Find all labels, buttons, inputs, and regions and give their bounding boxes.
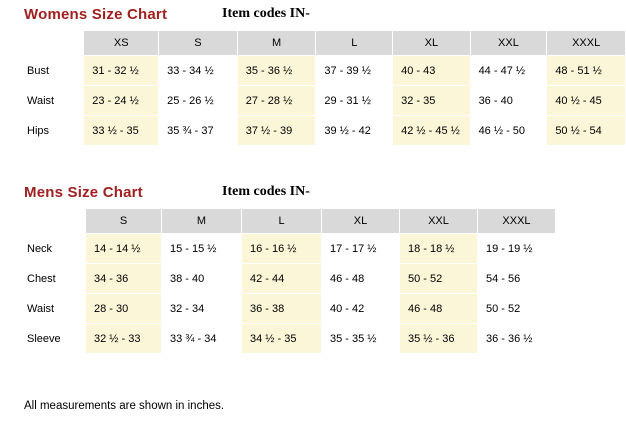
cell-hips-xxxl: 50 ½ - 54 [547, 116, 626, 146]
mens-item-codes: Item codes IN- [222, 184, 310, 199]
cell-bust-xxxl: 48 - 51 ½ [547, 56, 626, 86]
table-row [25, 116, 626, 146]
cell-neck-s: 14 - 14 ½ [86, 234, 162, 264]
row-label-waist: Waist [25, 294, 86, 324]
column-header-xxl: XXL [400, 209, 478, 234]
row-label-neck: Neck [25, 234, 86, 264]
cell-hips-xs: 33 ½ - 35 [84, 116, 159, 146]
column-header-xxxl: XXXL [547, 31, 626, 56]
column-header-m: M [237, 31, 316, 56]
womens-size-table [24, 30, 626, 146]
cell-bust-xl: 40 - 43 [393, 56, 470, 86]
column-header-s: S [86, 209, 162, 234]
cell-sleeve-xxl: 35 ½ - 36 [400, 324, 478, 354]
cell-chest-l: 42 - 44 [242, 264, 322, 294]
cell-waist-xl: 40 - 42 [322, 294, 400, 324]
cell-waist-s: 28 - 30 [86, 294, 162, 324]
cell-hips-xxl: 46 ½ - 50 [470, 116, 547, 146]
cell-chest-m: 38 - 40 [162, 264, 242, 294]
cell-waist-xxxl: 40 ½ - 45 [547, 86, 626, 116]
measurement-footnote: All measurements are shown in inches. [24, 400, 225, 412]
mens-section-header [0, 178, 626, 208]
row-label-waist: Waist [25, 86, 84, 116]
column-header-xs: XS [84, 31, 159, 56]
cell-neck-m: 15 - 15 ½ [162, 234, 242, 264]
row-label-hips: Hips [25, 116, 84, 146]
womens-chart-title: Womens Size Chart [24, 6, 168, 23]
cell-waist-l: 36 - 38 [242, 294, 322, 324]
row-label-bust: Bust [25, 56, 84, 86]
womens-size-chart-section [0, 0, 626, 146]
cell-hips-xl: 42 ½ - 45 ½ [393, 116, 470, 146]
table-row [25, 86, 626, 116]
cell-waist-l: 29 - 31 ½ [316, 86, 393, 116]
cell-waist-m: 27 - 28 ½ [237, 86, 316, 116]
cell-sleeve-m: 33 ¾ - 34 [162, 324, 242, 354]
table-row [25, 294, 556, 324]
mens-chart-title: Mens Size Chart [24, 184, 143, 201]
table-row [25, 264, 556, 294]
womens-item-codes: Item codes IN- [222, 6, 310, 21]
column-header-s: S [159, 31, 238, 56]
row-label-sleeve: Sleeve [25, 324, 86, 354]
cell-sleeve-xl: 35 - 35 ½ [322, 324, 400, 354]
cell-sleeve-l: 34 ½ - 35 [242, 324, 322, 354]
cell-neck-xxl: 18 - 18 ½ [400, 234, 478, 264]
column-header-l: L [316, 31, 393, 56]
table-row [25, 234, 556, 264]
mens-size-chart-section [0, 178, 626, 354]
cell-hips-m: 37 ½ - 39 [237, 116, 316, 146]
cell-chest-xxxl: 54 - 56 [478, 264, 556, 294]
cell-bust-xs: 31 - 32 ½ [84, 56, 159, 86]
cell-waist-m: 32 - 34 [162, 294, 242, 324]
cell-neck-l: 16 - 16 ½ [242, 234, 322, 264]
womens-section-header [0, 0, 626, 30]
mens-size-table [24, 208, 556, 354]
column-header-m: M [162, 209, 242, 234]
cell-waist-xxl: 46 - 48 [400, 294, 478, 324]
cell-bust-s: 33 - 34 ½ [159, 56, 238, 86]
cell-chest-s: 34 - 36 [86, 264, 162, 294]
column-header-l: L [242, 209, 322, 234]
table-row [25, 324, 556, 354]
cell-neck-xxxl: 19 - 19 ½ [478, 234, 556, 264]
cell-sleeve-xxxl: 36 - 36 ½ [478, 324, 556, 354]
cell-waist-s: 25 - 26 ½ [159, 86, 238, 116]
cell-bust-l: 37 - 39 ½ [316, 56, 393, 86]
header-corner-blank [25, 31, 84, 56]
cell-waist-xxxl: 50 - 52 [478, 294, 556, 324]
cell-waist-xs: 23 - 24 ½ [84, 86, 159, 116]
column-header-xl: XL [393, 31, 470, 56]
cell-chest-xl: 46 - 48 [322, 264, 400, 294]
row-label-chest: Chest [25, 264, 86, 294]
cell-waist-xl: 32 - 35 [393, 86, 470, 116]
table-row [25, 56, 626, 86]
column-header-xl: XL [322, 209, 400, 234]
cell-neck-xl: 17 - 17 ½ [322, 234, 400, 264]
cell-sleeve-s: 32 ½ - 33 [86, 324, 162, 354]
table-header-row [25, 31, 626, 56]
cell-hips-s: 35 ¾ - 37 [159, 116, 238, 146]
cell-chest-xxl: 50 - 52 [400, 264, 478, 294]
column-header-xxxl: XXXL [478, 209, 556, 234]
cell-waist-xxl: 36 - 40 [470, 86, 547, 116]
header-corner-blank [25, 209, 86, 234]
cell-bust-m: 35 - 36 ½ [237, 56, 316, 86]
cell-bust-xxl: 44 - 47 ½ [470, 56, 547, 86]
table-header-row [25, 209, 556, 234]
cell-hips-l: 39 ½ - 42 [316, 116, 393, 146]
column-header-xxl: XXL [470, 31, 547, 56]
